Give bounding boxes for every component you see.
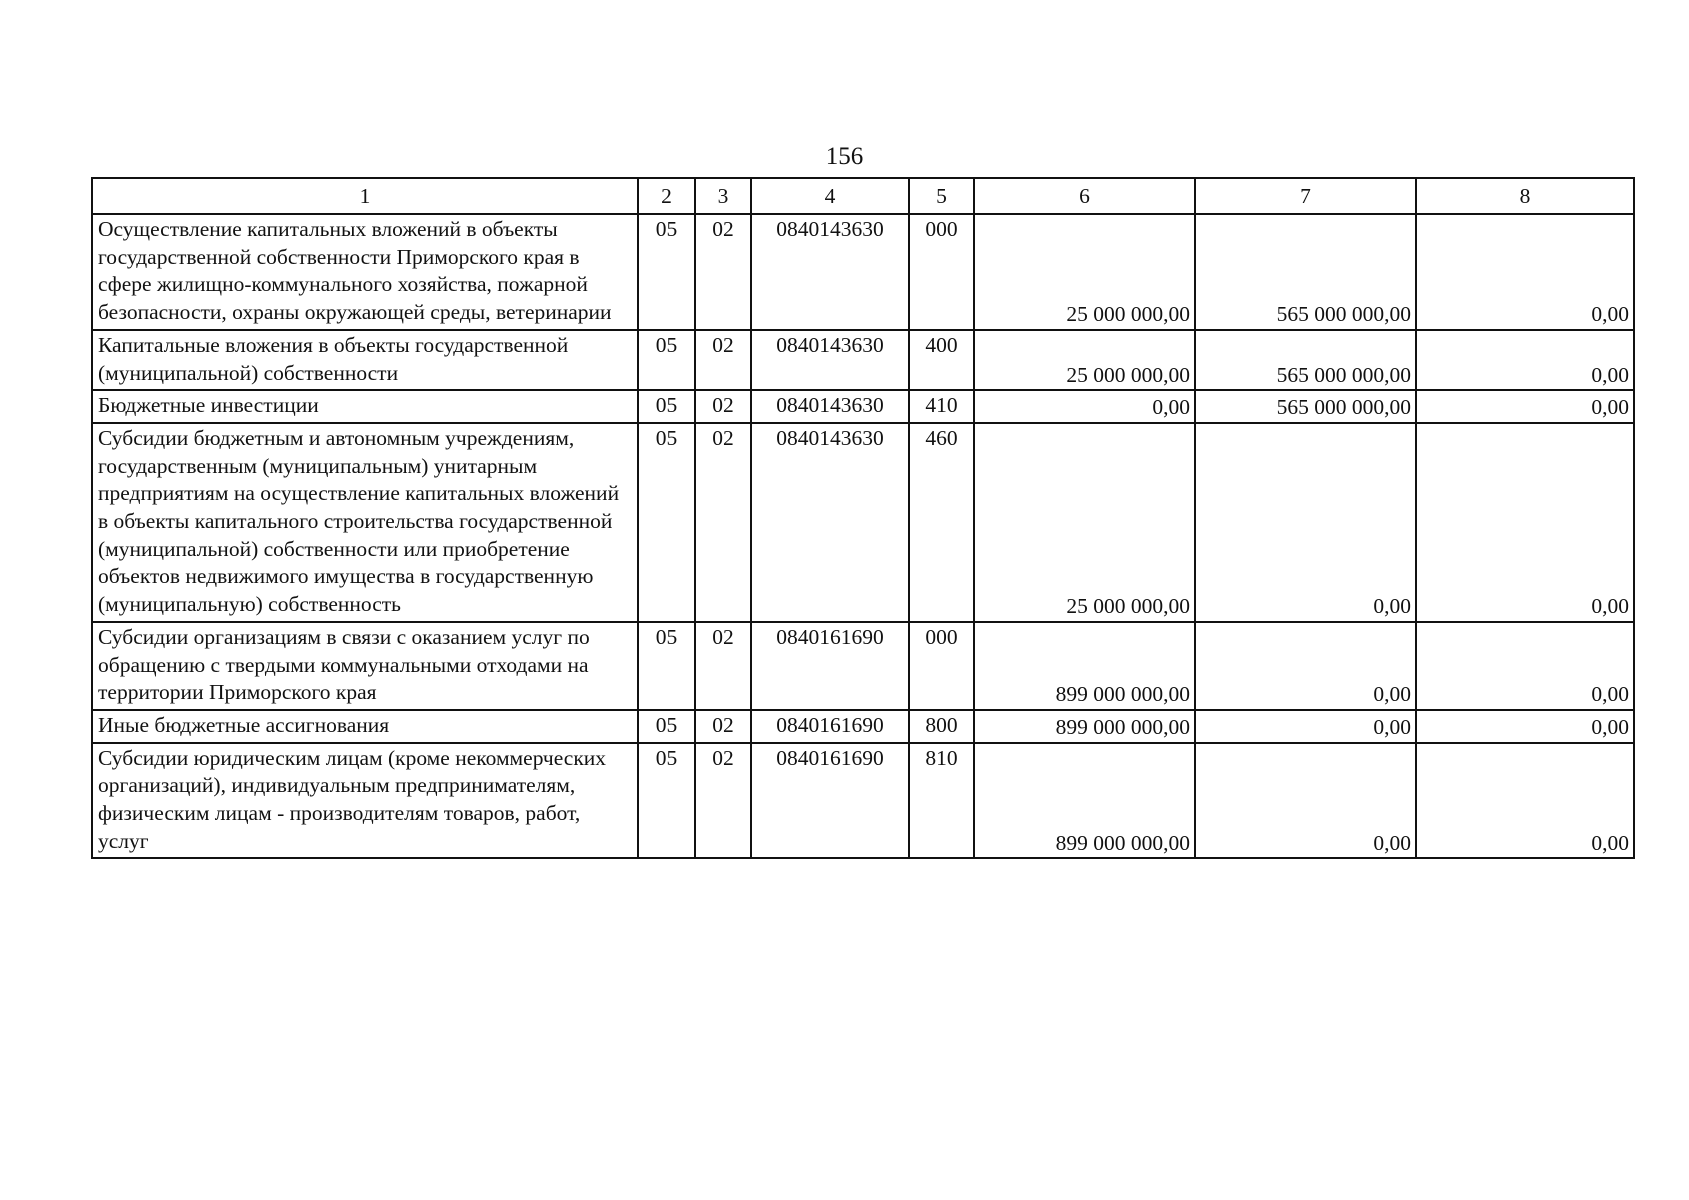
amount-col-8: 0,00 bbox=[1416, 710, 1634, 743]
table-row bbox=[92, 330, 1634, 390]
target-article-code: 0840161690 bbox=[751, 743, 909, 859]
page-number: 156 bbox=[825, 143, 864, 170]
amount-col-8: 0,00 bbox=[1416, 330, 1634, 390]
expense-type-code: 000 bbox=[909, 622, 974, 710]
expense-type-code: 810 bbox=[909, 743, 974, 859]
target-article-code: 0840143630 bbox=[751, 330, 909, 390]
column-header-1: 1 bbox=[92, 178, 638, 214]
subsection-code: 02 bbox=[695, 330, 751, 390]
section-code: 05 bbox=[638, 423, 695, 622]
amount-col-8: 0,00 bbox=[1416, 214, 1634, 330]
section-code: 05 bbox=[638, 622, 695, 710]
subsection-code: 02 bbox=[695, 214, 751, 330]
amount-col-8: 0,00 bbox=[1416, 423, 1634, 622]
row-description: Капитальные вложения в объекты государственной (муниципальной) собственности bbox=[92, 330, 638, 390]
amount-col-6: 0,00 bbox=[974, 390, 1195, 423]
expense-type-code: 460 bbox=[909, 423, 974, 622]
expense-type-code: 400 bbox=[909, 330, 974, 390]
amount-col-7: 0,00 bbox=[1195, 622, 1416, 710]
amount-col-8: 0,00 bbox=[1416, 743, 1634, 859]
row-description: Субсидии бюджетным и автономным учреждениям, государственным (муниципальным) унитарным предприятиям на осуществление капитальных вложений в объекты капитального строительства государственной (муниципальной) собственности или приобретение объектов недвижимого имущества в государственную (муниципальную) собственность bbox=[92, 423, 638, 622]
target-article-code: 0840143630 bbox=[751, 390, 909, 423]
table-row bbox=[92, 214, 1634, 330]
target-article-code: 0840161690 bbox=[751, 710, 909, 743]
subsection-code: 02 bbox=[695, 390, 751, 423]
amount-col-6: 899 000 000,00 bbox=[974, 622, 1195, 710]
amount-col-7: 565 000 000,00 bbox=[1195, 214, 1416, 330]
amount-col-7: 0,00 bbox=[1195, 743, 1416, 859]
amount-col-7: 565 000 000,00 bbox=[1195, 390, 1416, 423]
expense-type-code: 000 bbox=[909, 214, 974, 330]
table-row bbox=[92, 423, 1634, 622]
budget-table bbox=[91, 177, 1635, 859]
amount-col-6: 899 000 000,00 bbox=[974, 743, 1195, 859]
target-article-code: 0840161690 bbox=[751, 622, 909, 710]
row-description: Субсидии организациям в связи с оказанием услуг по обращению с твердыми коммунальными отходами на территории Приморского края bbox=[92, 622, 638, 710]
subsection-code: 02 bbox=[695, 710, 751, 743]
target-article-code: 0840143630 bbox=[751, 423, 909, 622]
column-header-8: 8 bbox=[1416, 178, 1634, 214]
section-code: 05 bbox=[638, 743, 695, 859]
row-description: Иные бюджетные ассигнования bbox=[92, 710, 638, 743]
amount-col-8: 0,00 bbox=[1416, 390, 1634, 423]
amount-col-7: 0,00 bbox=[1195, 423, 1416, 622]
amount-col-7: 0,00 bbox=[1195, 710, 1416, 743]
header-row bbox=[92, 178, 1634, 214]
column-header-6: 6 bbox=[974, 178, 1195, 214]
amount-col-6: 25 000 000,00 bbox=[974, 423, 1195, 622]
subsection-code: 02 bbox=[695, 743, 751, 859]
amount-col-7: 565 000 000,00 bbox=[1195, 330, 1416, 390]
row-description: Бюджетные инвестиции bbox=[92, 390, 638, 423]
table-row bbox=[92, 390, 1634, 423]
table-row bbox=[92, 743, 1634, 859]
subsection-code: 02 bbox=[695, 423, 751, 622]
section-code: 05 bbox=[638, 330, 695, 390]
row-description: Осуществление капитальных вложений в объекты государственной собственности Приморского края в сфере жилищно-коммунального хозяйства, пожарной безопасности, охраны окружающей среды, ветеринарии bbox=[92, 214, 638, 330]
table-row bbox=[92, 622, 1634, 710]
column-header-7: 7 bbox=[1195, 178, 1416, 214]
column-header-3: 3 bbox=[695, 178, 751, 214]
expense-type-code: 800 bbox=[909, 710, 974, 743]
amount-col-8: 0,00 bbox=[1416, 622, 1634, 710]
table-row bbox=[92, 710, 1634, 743]
section-code: 05 bbox=[638, 710, 695, 743]
column-header-5: 5 bbox=[909, 178, 974, 214]
section-code: 05 bbox=[638, 390, 695, 423]
target-article-code: 0840143630 bbox=[751, 214, 909, 330]
subsection-code: 02 bbox=[695, 622, 751, 710]
amount-col-6: 25 000 000,00 bbox=[974, 214, 1195, 330]
expense-type-code: 410 bbox=[909, 390, 974, 423]
amount-col-6: 25 000 000,00 bbox=[974, 330, 1195, 390]
section-code: 05 bbox=[638, 214, 695, 330]
amount-col-6: 899 000 000,00 bbox=[974, 710, 1195, 743]
column-header-4: 4 bbox=[751, 178, 909, 214]
column-header-2: 2 bbox=[638, 178, 695, 214]
row-description: Субсидии юридическим лицам (кроме некоммерческих организаций), индивидуальным предпринимателям, физическим лицам - производителям товаров, работ, услуг bbox=[92, 743, 638, 859]
